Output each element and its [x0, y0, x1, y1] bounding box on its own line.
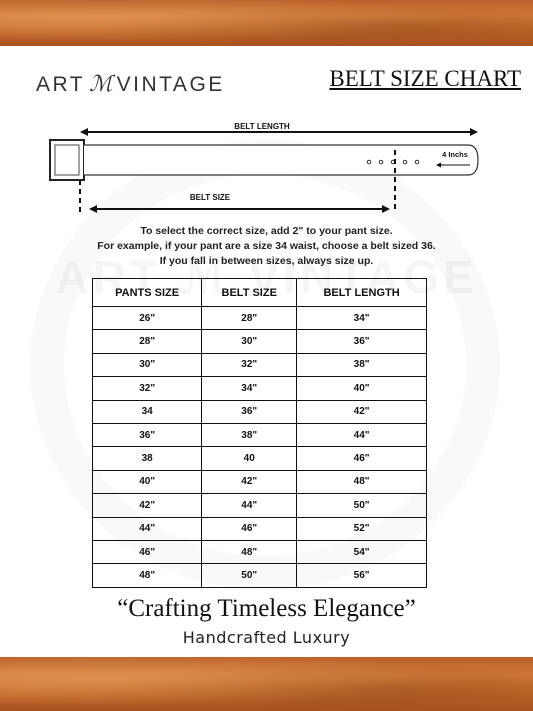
cell-pants-size: 42" [93, 494, 202, 517]
buckle-inner [55, 145, 79, 175]
table-row [93, 447, 427, 470]
cell-belt-length: 34" [297, 307, 427, 330]
cell-belt-size: 28" [202, 307, 297, 330]
belt-size-label: BELT SIZE [189, 193, 231, 202]
cell-pants-size: 48" [93, 564, 202, 587]
table-row [93, 307, 427, 330]
cell-belt-length: 54" [297, 540, 427, 563]
header-belt-length: BELT LENGTH [297, 279, 427, 307]
cell-belt-length: 38" [297, 353, 427, 376]
tagline: “Crafting Timeless Elegance” [117, 595, 416, 622]
cell-pants-size: 32" [93, 377, 202, 400]
subline: Handcrafted Luxury [182, 628, 351, 647]
cell-pants-size: 40" [93, 470, 202, 493]
belt-diagram [0, 115, 533, 220]
cell-belt-size: 34" [202, 377, 297, 400]
sizing-instructions [0, 224, 533, 269]
brand-right: VINTAGE [116, 73, 225, 96]
cell-belt-size: 44" [202, 494, 297, 517]
page-title: BELT SIZE CHART [329, 66, 521, 91]
table-header-row [93, 279, 427, 307]
belt-strap [84, 145, 478, 175]
header-pants-size: PANTS SIZE [93, 279, 202, 307]
leather-banner-top [0, 0, 533, 46]
belt-length-arrowhead-left [80, 128, 88, 136]
table-row [93, 494, 427, 517]
cell-belt-size: 50" [202, 564, 297, 587]
belt-size-arrowhead-right [382, 205, 390, 213]
header-belt-size: BELT SIZE [202, 279, 297, 307]
cell-belt-length: 40" [297, 377, 427, 400]
table-row [93, 353, 427, 376]
cell-belt-length: 46" [297, 447, 427, 470]
cell-belt-length: 52" [297, 517, 427, 540]
cell-belt-length: 36" [297, 330, 427, 353]
cell-pants-size: 30" [93, 353, 202, 376]
cell-belt-length: 44" [297, 423, 427, 446]
cell-belt-length: 50" [297, 494, 427, 517]
cell-pants-size: 36" [93, 423, 202, 446]
extra-length-label: 4 Inchs [442, 150, 468, 159]
cell-pants-size: 34 [93, 400, 202, 423]
belt-length-label: BELT LENGTH [234, 122, 290, 131]
instruction-line: For example, if your pant are a size 34 waist, choose a belt sized 36. [97, 240, 436, 252]
table-row [93, 400, 427, 423]
cell-pants-size: 44" [93, 517, 202, 540]
cell-belt-size: 38" [202, 423, 297, 446]
cell-pants-size: 38 [93, 447, 202, 470]
cell-pants-size: 46" [93, 540, 202, 563]
table-row [93, 564, 427, 587]
table-row [93, 540, 427, 563]
cell-belt-length: 48" [297, 470, 427, 493]
instruction-line: To select the correct size, add 2" to your pant size. [140, 225, 393, 237]
cell-belt-size: 32" [202, 353, 297, 376]
cell-pants-size: 26" [93, 307, 202, 330]
cell-belt-size: 42" [202, 470, 297, 493]
size-table [92, 278, 427, 588]
table-row [93, 330, 427, 353]
brand-left: ART [36, 73, 86, 96]
cell-belt-size: 48" [202, 540, 297, 563]
cell-belt-length: 42" [297, 400, 427, 423]
brand-mark: ℳ [89, 72, 113, 97]
cell-pants-size: 28" [93, 330, 202, 353]
instruction-line: If you fall in between sizes, always size up. [159, 255, 374, 267]
cell-belt-size: 30" [202, 330, 297, 353]
leather-banner-bottom [0, 657, 533, 711]
table-row [93, 470, 427, 493]
belt-length-arrowhead-right [470, 128, 478, 136]
cell-belt-size: 46" [202, 517, 297, 540]
cell-belt-size: 36" [202, 400, 297, 423]
table-row [93, 377, 427, 400]
table-row [93, 517, 427, 540]
cell-belt-size: 40 [202, 447, 297, 470]
brand-logo [36, 72, 225, 97]
table-row [93, 423, 427, 446]
cell-belt-length: 56" [297, 564, 427, 587]
belt-size-arrowhead-left [89, 205, 97, 213]
